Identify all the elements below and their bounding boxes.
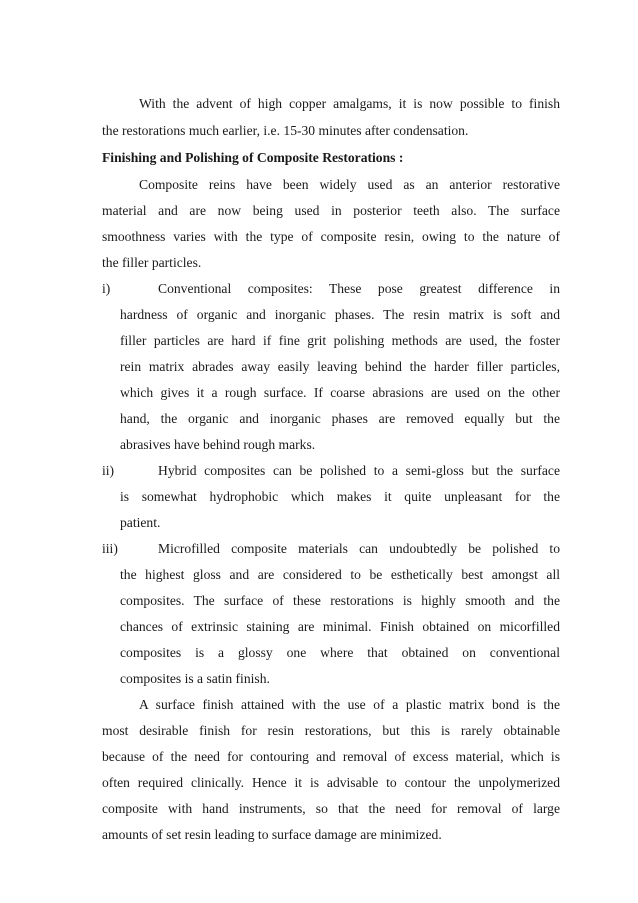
list-marker: ii) [102,463,115,478]
paragraph-line: composite with hand instruments, so that the need for removal of large [102,801,560,816]
list-item-line: composites. The surface of these restorations is highly smooth and the [120,593,560,608]
paragraph-line: smoothness varies with the type of composite resin, owing to the nature of [102,229,560,244]
paragraph-line: amounts of set resin leading to surface damage are minimized. [102,827,442,842]
list-item-line: patient. [120,515,161,530]
list-item-line: filler particles are hard if fine grit polishing methods are used, the foster [120,333,560,348]
list-item-line: abrasives have behind rough marks. [120,437,316,452]
paragraph-line: because of the need for contouring and removal of excess material, which is [102,749,560,764]
section-heading: Finishing and Polishing of Composite Restorations : [102,150,404,165]
paragraph-line: the restorations much earlier, i.e. 15-30 minutes after condensation. [102,123,469,138]
paragraph-line: A surface finish attained with the use of a plastic matrix bond is the [139,697,560,712]
paragraph-line: most desirable finish for resin restorations, but this is rarely obtainable [102,723,560,738]
paragraph-line: With the advent of high copper amalgams, it is now possible to finish [139,96,560,111]
list-item-line: Microfilled composite materials can undoubtedly be polished to [158,541,560,556]
list-item-line: is somewhat hydrophobic which makes it quite unpleasant for the [120,489,560,504]
paragraph-line: Composite reins have been widely used as an anterior restorative [139,177,560,192]
list-item-line: which gives it a rough surface. If coarse abrasions are used on the other [120,385,560,400]
list-marker: iii) [102,541,118,556]
list-item-line: Conventional composites: These pose greatest difference in [158,281,560,296]
list-item-line: composites is a satin finish. [120,671,270,686]
paragraph-line: material and are now being used in posterior teeth also. The surface [102,203,560,218]
list-item-line: composites is a glossy one where that obtained on conventional [120,645,560,660]
list-item-line: chances of extrinsic staining are minimal. Finish obtained on micorfilled [120,619,560,634]
paragraph-line: the filler particles. [102,255,202,270]
list-item-line: hand, the organic and inorganic phases are removed equally but the [120,411,560,426]
list-item-line: Hybrid composites can be polished to a semi-gloss but the surface [158,463,560,478]
list-marker: i) [102,281,111,296]
list-item-line: rein matrix abrades away easily leaving behind the harder filler particles, [120,359,560,374]
list-item-line: hardness of organic and inorganic phases. The resin matrix is soft and [120,307,560,322]
list-item-line: the highest gloss and are considered to be esthetically best amongst all [120,567,560,582]
paragraph-line: often required clinically. Hence it is advisable to contour the unpolymerized [102,775,560,790]
